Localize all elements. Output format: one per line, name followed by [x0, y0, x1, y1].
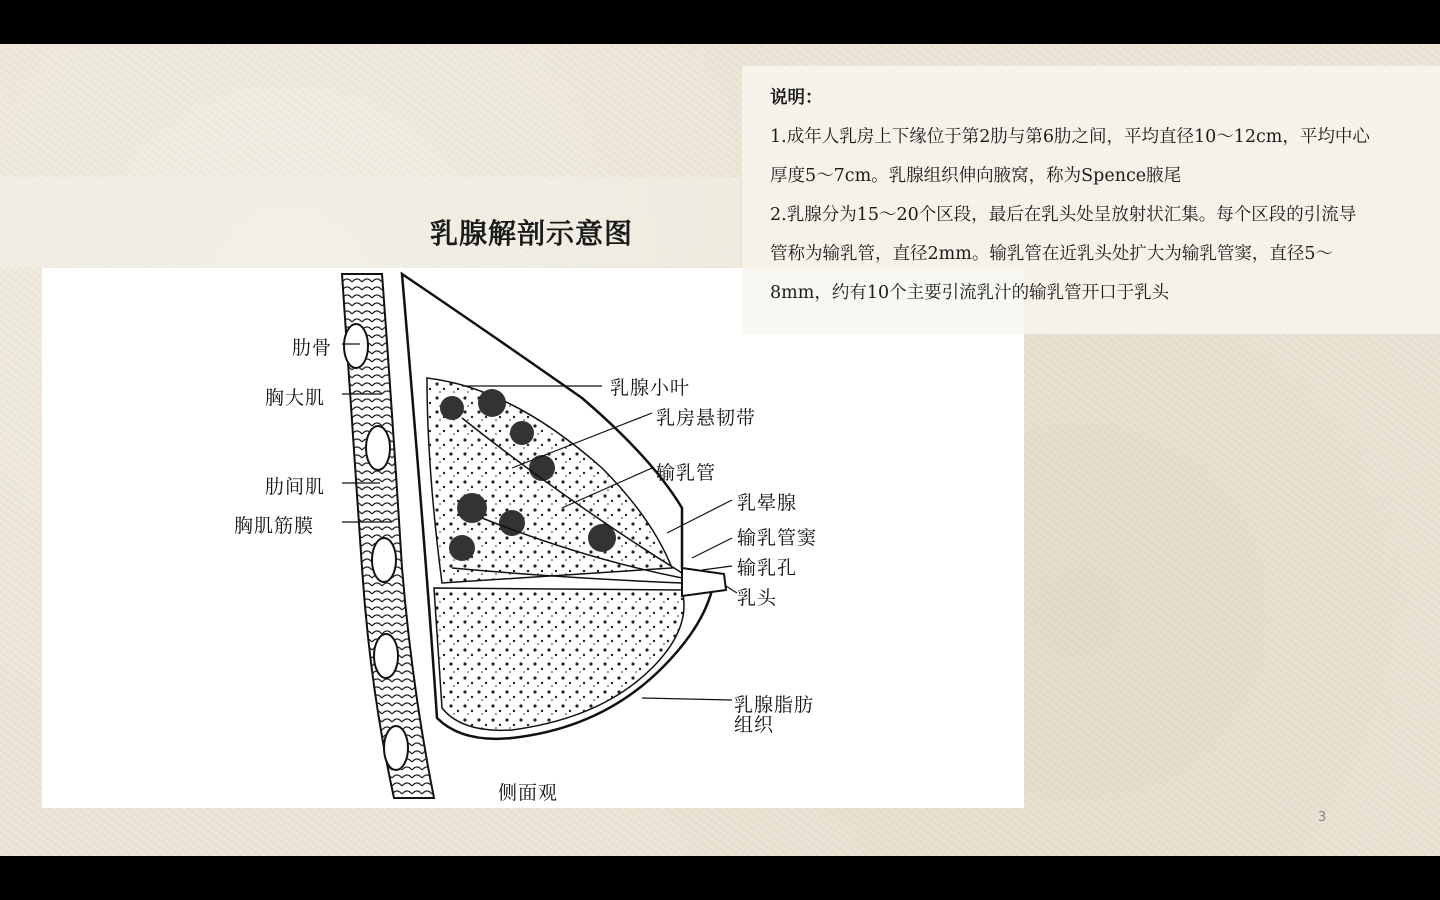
rib-2 [366, 426, 390, 470]
breast-anatomy-drawing [42, 268, 1024, 808]
figure-caption: 侧面观 [498, 782, 559, 804]
notes-heading: 说明： [770, 88, 823, 108]
label-lactiferous-sinus: 输乳管窦 [737, 527, 818, 549]
rib-3 [372, 538, 396, 582]
label-nipple: 乳头 [737, 587, 778, 609]
notes-line: 管称为输乳管，直径2mm。输乳管在近乳头处扩大为输乳管窦，直径5～ [770, 244, 1333, 264]
page-number: 3 [1318, 810, 1327, 825]
leader-line [726, 586, 737, 593]
label-fat-line2: 组织 [734, 714, 775, 736]
label-rib: 肋骨 [292, 337, 333, 359]
notes-panel [742, 66, 1440, 334]
label-fat-line1: 乳腺脂肪 [734, 694, 815, 716]
slide [0, 44, 1440, 856]
label-pectoralis-major: 胸大肌 [265, 387, 326, 409]
label-suspensory-ligament: 乳房悬韧带 [656, 407, 757, 429]
label-duct-opening: 输乳孔 [737, 557, 798, 579]
rib-4 [374, 634, 398, 678]
rib-1 [344, 324, 368, 368]
nipple-shape [682, 568, 726, 596]
lobule-cluster [510, 421, 534, 445]
lobule-cluster [449, 535, 475, 561]
page-title: 乳腺解剖示意图 [430, 217, 634, 250]
leader-line [692, 538, 732, 558]
label-areolar-gland: 乳晕腺 [737, 492, 798, 514]
lobule-cluster [440, 396, 464, 420]
leader-line [702, 566, 732, 570]
label-lobule: 乳腺小叶 [610, 377, 691, 399]
lobule-cluster [529, 455, 555, 481]
leader-line [642, 698, 732, 700]
fat-tissue [434, 588, 684, 730]
notes-line: 厚度5～7cm。乳腺组织伸向腋窝，称为Spence腋尾 [770, 166, 1182, 186]
rib-5 [384, 726, 408, 770]
label-pectoral-fascia: 胸肌筋膜 [234, 515, 315, 537]
notes-line: 8mm，约有10个主要引流乳汁的输乳管开口于乳头 [770, 283, 1170, 303]
label-lactiferous-duct: 输乳管 [656, 462, 717, 484]
notes-line: 2.乳腺分为15～20个区段，最后在乳头处呈放射状汇集。每个区段的引流导 [770, 205, 1357, 225]
label-intercostal: 肋间肌 [265, 476, 326, 498]
lobule-cluster [478, 389, 506, 417]
notes-line: 1.成年人乳房上下缘位于第2肋与第6肋之间，平均直径10～12cm，平均中心 [770, 127, 1370, 147]
anatomy-figure [42, 268, 1024, 808]
